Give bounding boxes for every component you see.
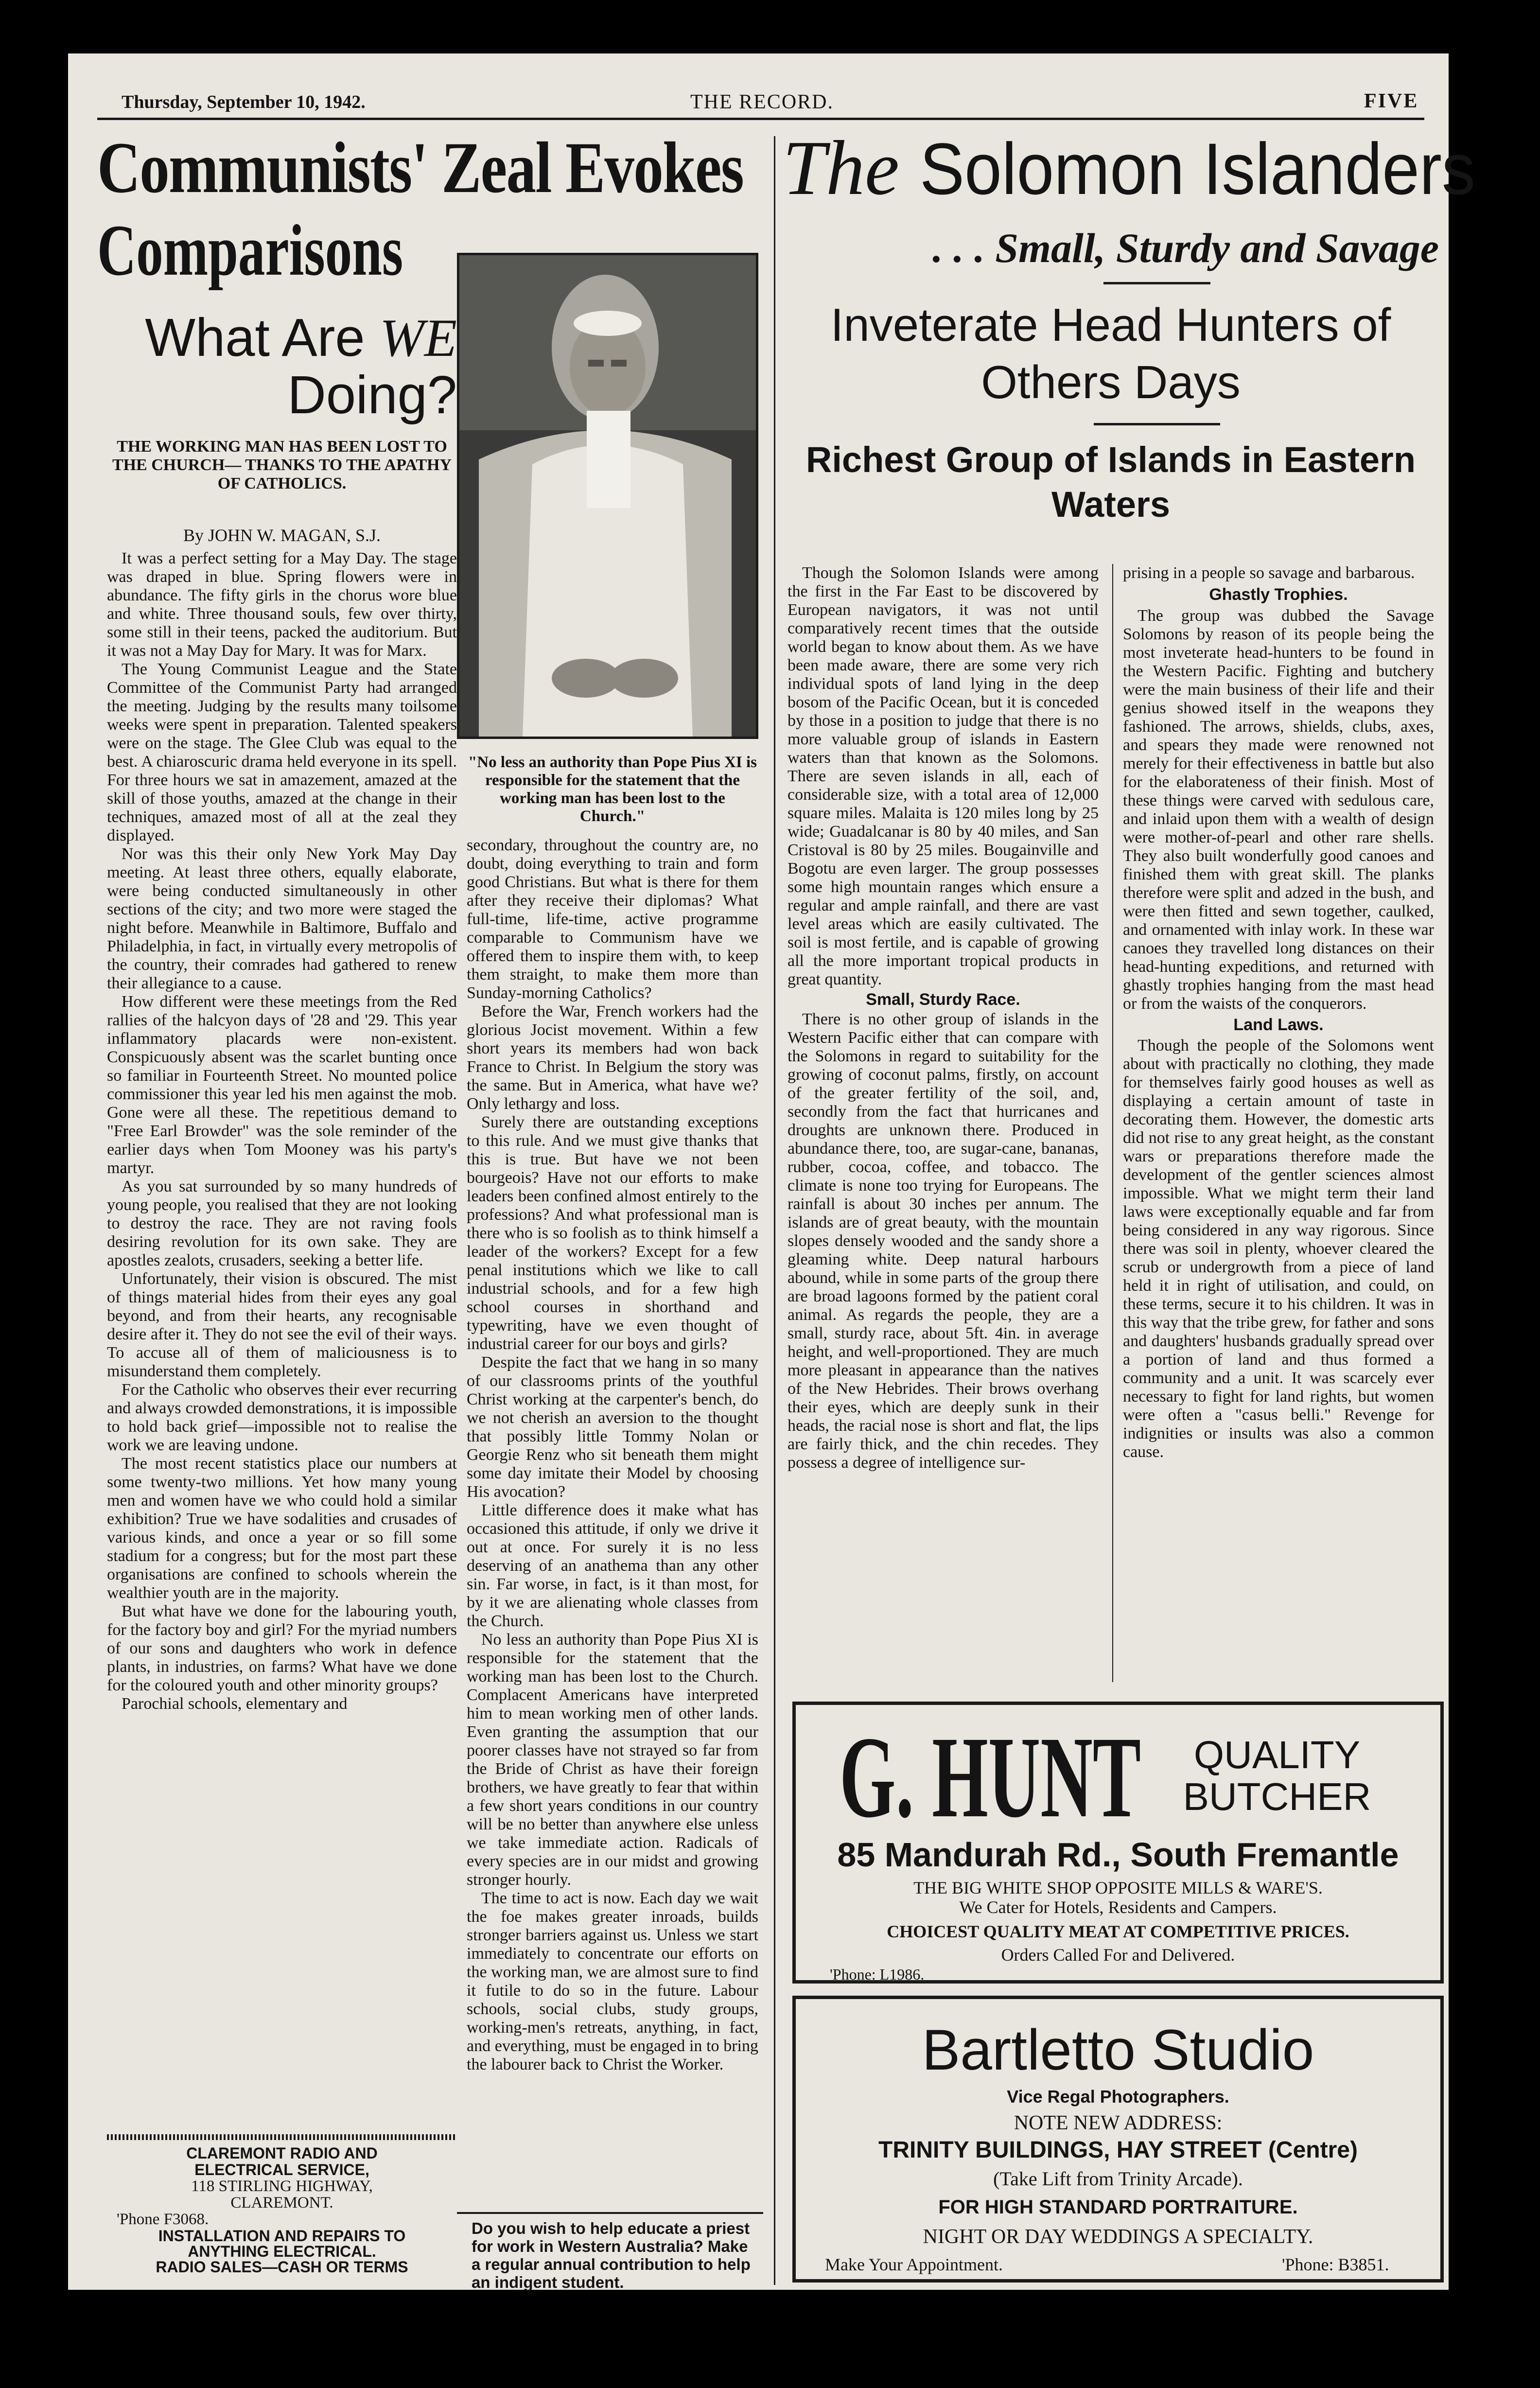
article-deck: THE WORKING MAN HAS BEEN LOST TO THE CHURCH— THANKS TO THE APATHY OF CATHOLICS. (112, 438, 452, 492)
bartletto-name: Bartletto Studio (922, 2018, 1314, 2082)
paragraph: There is no other group of islands in the Western Pacific either that can compare with the Solomons in regard to suitability for the growing of coconut palms, firstly, on account of the greater fertility of the soil, and, secondly from the fact that hurricanes and droughts are unknown there. Produced in abundance there, too, are sugar-cane, bananas, rubber, cocoa, coffee, and tobacco. The climate is none too trying for Europeans. The rainfall is about 30 inches per annum. The islands are of great beauty, with the mountain slopes densely wooded and the sandy shore a gleaming white. Deep natural harbours abound, while in some parts of the group there are broad lagoons formed by the patient coral animal. As regards the people, they are a small, sturdy race, about 5ft. 4in. in average height, and well-proportioned. They are much more pleasant in appearance than the natives of the New Hebrides. Their brows overhang their eyes, which are deeply sunk in their heads, the racial nose is short and flat, the lips are fairly thick, and the chin recedes. They possess a degree of intelligence sur- (788, 1010, 1099, 1472)
bartletto-line-6: NIGHT OR DAY WEDDINGS A SPECIALTY. (923, 2226, 1313, 2248)
bartletto-appointment: Make Your Appointment. (825, 2255, 1003, 2274)
masthead-rule (97, 118, 1424, 120)
hunt-ad (792, 1702, 1444, 1984)
paragraph: No less an authority than Pope Pius XI is responsible for the statement that the working man has been lost to the Church. Complacent Americans have interpreted him to mean working men of other lands. Even granting the assumption that our poorer classes have not strayed so far from the Bride of Christ as have their foreign brothers, we have greatly to fear that within a few short years conditions in our country will be no better than anywhere else unless we take immediate action. Radicals of every species are in our midst and growing stronger hourly. (467, 1631, 758, 1889)
paragraph: Nor was this their only New York May Day meeting. At least three others, equally elaborate, were being conducted simultaneously in other sections of the city; and two more were staged the night before. Meanwhile in Baltimore, Buffalo and Philadelphia, in fact, in virtually every metropolis of the country, their comrades had gathered to renew their allegiance to a cause. (107, 845, 457, 992)
hunt-butcher: BUTCHER (1183, 1775, 1371, 1818)
article-column-2 (467, 836, 758, 2261)
bartletto-line-2: NOTE NEW ADDRESS: (1014, 2112, 1223, 2134)
bartletto-line-5: FOR HIGH STANDARD PORTRAITURE. (938, 2196, 1298, 2218)
subhead-what-are: What Are (145, 308, 365, 368)
pope-portrait-image (459, 255, 756, 737)
bartletto-ad (792, 1996, 1444, 2283)
solomon-head2: Richest Group of Islands in Eastern Waters (805, 439, 1416, 525)
claremont-name-1: CLAREMONT RADIO AND (186, 2144, 378, 2162)
paragraph: Despite the fact that we hang in so many of our classrooms prints of the youthful Christ working at the carpenter's bench, do we not cherish an aversion to the thought that possibly little Tommy Nolan or Georgie Renz who sit beneath them might some day imitate their Model by choosing His avocation? (467, 1353, 758, 1501)
masthead-page-number: FIVE (1364, 90, 1419, 112)
subhead-land-laws: Land Laws. (1233, 1016, 1324, 1034)
paragraph: Though the Solomon Islands were among the first in the Far East to be discovered by European navigators, it was not until comparatively recent times that the outside world began to know about them. As we have been made aware, there are some very rich individual spots of land lying in the deep bosom of the Pacific Ocean, but it is conceded by those in a position to judge that there is no more valuable group of islands in Eastern waters than that known as the Solomons. There are seven islands in all, each of considerable size, with a total area of 12,000 square miles. Malaita is 120 miles long by 25 wide; Guadalcanar is 80 by 40 miles, and San Cristoval is 80 by 25 miles. Bougainville and Bogotu are even larger. The group possesses some high mountain ranges which ensure a regular and ample rainfall, and there are vast level areas which are easily cultivated. The soil is most fertile, and is capable of growing all the more important tropical products in great quantity. (788, 564, 1099, 988)
appeal-rule (457, 2212, 763, 2214)
subhead-what-are-we (97, 308, 457, 368)
subhead-doing: Doing? (287, 365, 457, 425)
bartletto-line-4: (Take Lift from Trinity Arcade). (993, 2168, 1243, 2190)
claremont-address-1: 118 STIRLING HIGHWAY, (191, 2177, 373, 2195)
solomon-title (783, 124, 1475, 211)
paragraph: Before the War, French workers had the glorious Jocist movement. Within a few short years its members had won back France to Christ. In Belgium the story was the same. But in America, what have we? Only lethargy and loss. (467, 1002, 758, 1113)
title-rule-2 (1094, 423, 1220, 425)
title-the: The (783, 124, 899, 211)
photo-caption: "No less an authority than Pope Pius XI is responsible for the statement that the working man has been lost to the Church." (468, 754, 757, 825)
newspaper-page (68, 53, 1475, 2291)
paragraph: The most recent statistics place our numbers at some twenty-two millions. Yet how many young men and women have we who could hold a similar exhibition? True we have sodalities and crusades of various kinds, and once a year or so fill some stadium for a congress; but for the most part these organisations are confined to schools wherein the wealthier youth are in the majority. (107, 1455, 457, 1602)
subhead-ghastly-trophies: Ghastly Trophies. (1209, 585, 1348, 604)
appeal-text: Do you wish to help educate a priest for work in Western Australia? Make a regular annual contribution to help an indigent student. (472, 2219, 751, 2291)
solomon-subtitle: . . . Small, Sturdy and Savage (932, 225, 1439, 271)
claremont-ad (107, 2134, 457, 2280)
paragraph: Parochial schools, elementary and (122, 1695, 348, 1713)
claremont-tag-1: INSTALLATION AND REPAIRS TO (158, 2227, 406, 2245)
solomon-column-2 (1123, 564, 1434, 1697)
hunt-line-3: CHOICEST QUALITY MEAT AT COMPETITIVE PRICES. (887, 1922, 1349, 1941)
subhead-sturdy-race: Small, Sturdy Race. (866, 990, 1020, 1009)
paragraph: prising in a people so savage and barbarous. (1123, 564, 1415, 582)
claremont-tag-3: RADIO SALES—CASH OR TERMS (156, 2258, 408, 2276)
claremont-phone: 'Phone F3068. (117, 2211, 209, 2228)
paragraph: The group was dubbed the Savage Solomons by reason of its people being the most inveterate head-hunters to be found in the Western Pacific. Fighting and butchery were the main business of their life and their genius showed itself in the weapons they fashioned. The arrows, shields, clubs, axes, and spears they made were renowned not merely for their effectiveness in battle but also for the elaborateness of their finish. Most of these things were carved with sedulous care, and inlaid upon them with a wealth of design were mother-of-pearl and other rare shells. They also built wonderfully good canoes and finished them with great skill. The planks therefore were split and adzed in the bush, and were then fitted and sewn together, caulked, and ornamented with inlay work. In these war canoes they travelled long distances on their head-hunting expeditions, and returned with ghastly trophies hanging from the mast head or from the waists of the conquerors. (1123, 607, 1434, 1013)
hunt-line-1: THE BIG WHITE SHOP OPPOSITE MILLS & WARE'S. (913, 1878, 1323, 1897)
paragraph: The time to act is now. Each day we wait the foe makes greater inroads, builds stronger barriers against us. Unless we start immediately to concentrate our efforts on the working man, we are almost sure to find it futile to do so in the future. Labour schools, social clubs, study groups, working-men's retreats, anything, in fact, and everything, must be engaged in to bring the labourer back to Christ the Worker. (467, 1889, 758, 2073)
ad-border-top (107, 2134, 457, 2140)
solomon-column-divider (1112, 564, 1113, 1682)
hunt-line-2: We Cater for Hotels, Residents and Campers. (959, 1897, 1277, 1917)
paragraph: As you sat surrounded by so many hundreds of young people, you realised that they are not looking to destroy the race. They are not raving fools desiring revolution for its own sake. They are apostles zealots, crusaders, seeking a better life. (107, 1177, 457, 1269)
section-divider (774, 136, 775, 2285)
masthead-paper-name: THE RECORD. (690, 91, 834, 113)
bartletto-phone: 'Phone: B3851. (1282, 2255, 1389, 2274)
subhead-we: WE (380, 308, 457, 368)
paragraph: Though the people of the Solomons went about with practically no clothing, they made for themselves fairly good houses as well as displaying a certain amount of taste in decorating them. However, the domestic arts did not rise to any great height, as the constant wars or preparations therefore made the development of the gentler sciences almost impossible. What we might term their land laws were exceptionally equable and far from being considered in any way rigorous. Since there was soil in plenty, whoever cleared the scrub or undergrowth from a piece of land held it in right of utilisation, and could, on these terms, secure it to his children. It was in this way that the tribe grew, for father and sons and daughters' husbands gradually spread over a portion of land and thus formed a community and a unit. It was scarcely ever necessary to fight for land rights, but women were often a "casus belli." Revenge for indignities or insults was also a common cause. (1123, 1036, 1434, 1461)
paragraph: The Young Communist League and the State Committee of the Communist Party had arranged the meeting. Judging by the results many toilsome weeks were spent in preparation. Talented speakers were on the stage. The Glee Club was equal to the best. A chiaroscuric drama held everyone in its spell. For three hours we sat in amazement, amazed at the skill of those youths, amazed at the change in their techniques, amazed most of all at the zeal they displayed. (107, 660, 457, 844)
title-solomon-islanders: Solomon Islanders (919, 128, 1475, 210)
headline-line2: Comparisons (97, 210, 403, 291)
paragraph: How different were these meetings from the Red rallies of the halcyon days of '28 and '29. This year inflammatory placards were non-existent. Conspicuously absent was the scarlet bunting once so familiar in Fourteenth Street. No mounted police commissioner this year led his men against the mob. Gone were all these. The repetitious demand to "Free Earl Browder" was the sole reminder of the earlier days when Tom Mooney was his party's martyr. (107, 993, 457, 1177)
solomon-column-1 (788, 564, 1099, 1697)
paragraph: secondary, throughout the country are, no doubt, doing everything to train and form good Christians. But what is there for them after they receive their diplomas? What full-time, life-time, active programme comparable to Communism have we offered them to inspire them with, to keep them straight, to make them more than Sunday-morning Catholics? (467, 836, 758, 1002)
hunt-name: G. HUNT (840, 1712, 1141, 1842)
hunt-phone: 'Phone: L1986. (830, 1966, 925, 1983)
headline-line1: Communists' Zeal Evokes (97, 127, 744, 208)
paragraph: Little difference does it make what has occasioned this attitude, if only we drive it out at once. For surely it is no less deserving of an anathema than any other sin. Far worse, in fact, is it than most, for by it we are alienating whole classes from the Church. (467, 1501, 758, 1630)
bartletto-line-1: Vice Regal Photographers. (1007, 2087, 1229, 2107)
article-column-1 (107, 549, 457, 2129)
hunt-line-4: Orders Called For and Delivered. (1001, 1945, 1235, 1965)
masthead-date: Thursday, September 10, 1942. (122, 92, 366, 112)
paragraph: Unfortunately, their vision is obscured. The mist of things material hides from their eyes any goal beyond, and from their hearts, any recognisable desire after it. They do not see the evil of their ways. To accuse all of them of maliciousness is to misunderstand them completely. (107, 1270, 457, 1380)
claremont-name-2: ELECTRICAL SERVICE, (194, 2161, 369, 2178)
deck-line-1: Inveterate Head Hunters of (830, 299, 1391, 351)
claremont-tag-2: ANYTHING ELECTRICAL. (188, 2243, 376, 2260)
bartletto-line-3: TRINITY BUILDINGS, HAY STREET (Centre) (878, 2137, 1358, 2163)
paragraph: For the Catholic who observes their ever recurring and always crowded demonstrations, it is impossible to hold back grief—impossible not to realise the work we are leaving undone. (107, 1381, 457, 1454)
hunt-quality: QUALITY (1193, 1733, 1361, 1776)
title-rule-1 (1103, 282, 1210, 284)
claremont-address-2: CLAREMONT. (230, 2194, 333, 2212)
hunt-address: 85 Mandurah Rd., South Fremantle (837, 1836, 1399, 1874)
deck-line-2: Others Days (981, 356, 1241, 408)
pope-photo (457, 253, 758, 739)
article-byline: By JOHN W. MAGAN, S.J. (183, 526, 381, 545)
paragraph: But what have we done for the labouring youth, for the factory boy and girl? For the myriad numbers of our sons and daughters who work in defence plants, in industries, on farms? What have we done for the coloured youth and other minority groups? (107, 1602, 457, 1694)
paragraph: Surely there are outstanding exceptions to this rule. And we must give thanks that this is true. But have we not been bourgeois? Have not our efforts to make leaders been confined almost entirely to the professions? And what professional man is there who is so foolish as to think himself a leader of the workers? Except for a few penal institutions which we like to call industrial schools, and for a few high school courses in shorthand and typewriting, have we even thought of industrial career for our boys and girls? (467, 1113, 758, 1353)
paragraph: It was a perfect setting for a May Day. The stage was draped in blue. Spring flowers were in abundance. The fifty girls in the chorus wore blue and white. Three thousand souls, few over thirty, some still in their teens, packed the auditorium. But it was not a May Day for Mary. It was for Marx. (107, 549, 457, 660)
